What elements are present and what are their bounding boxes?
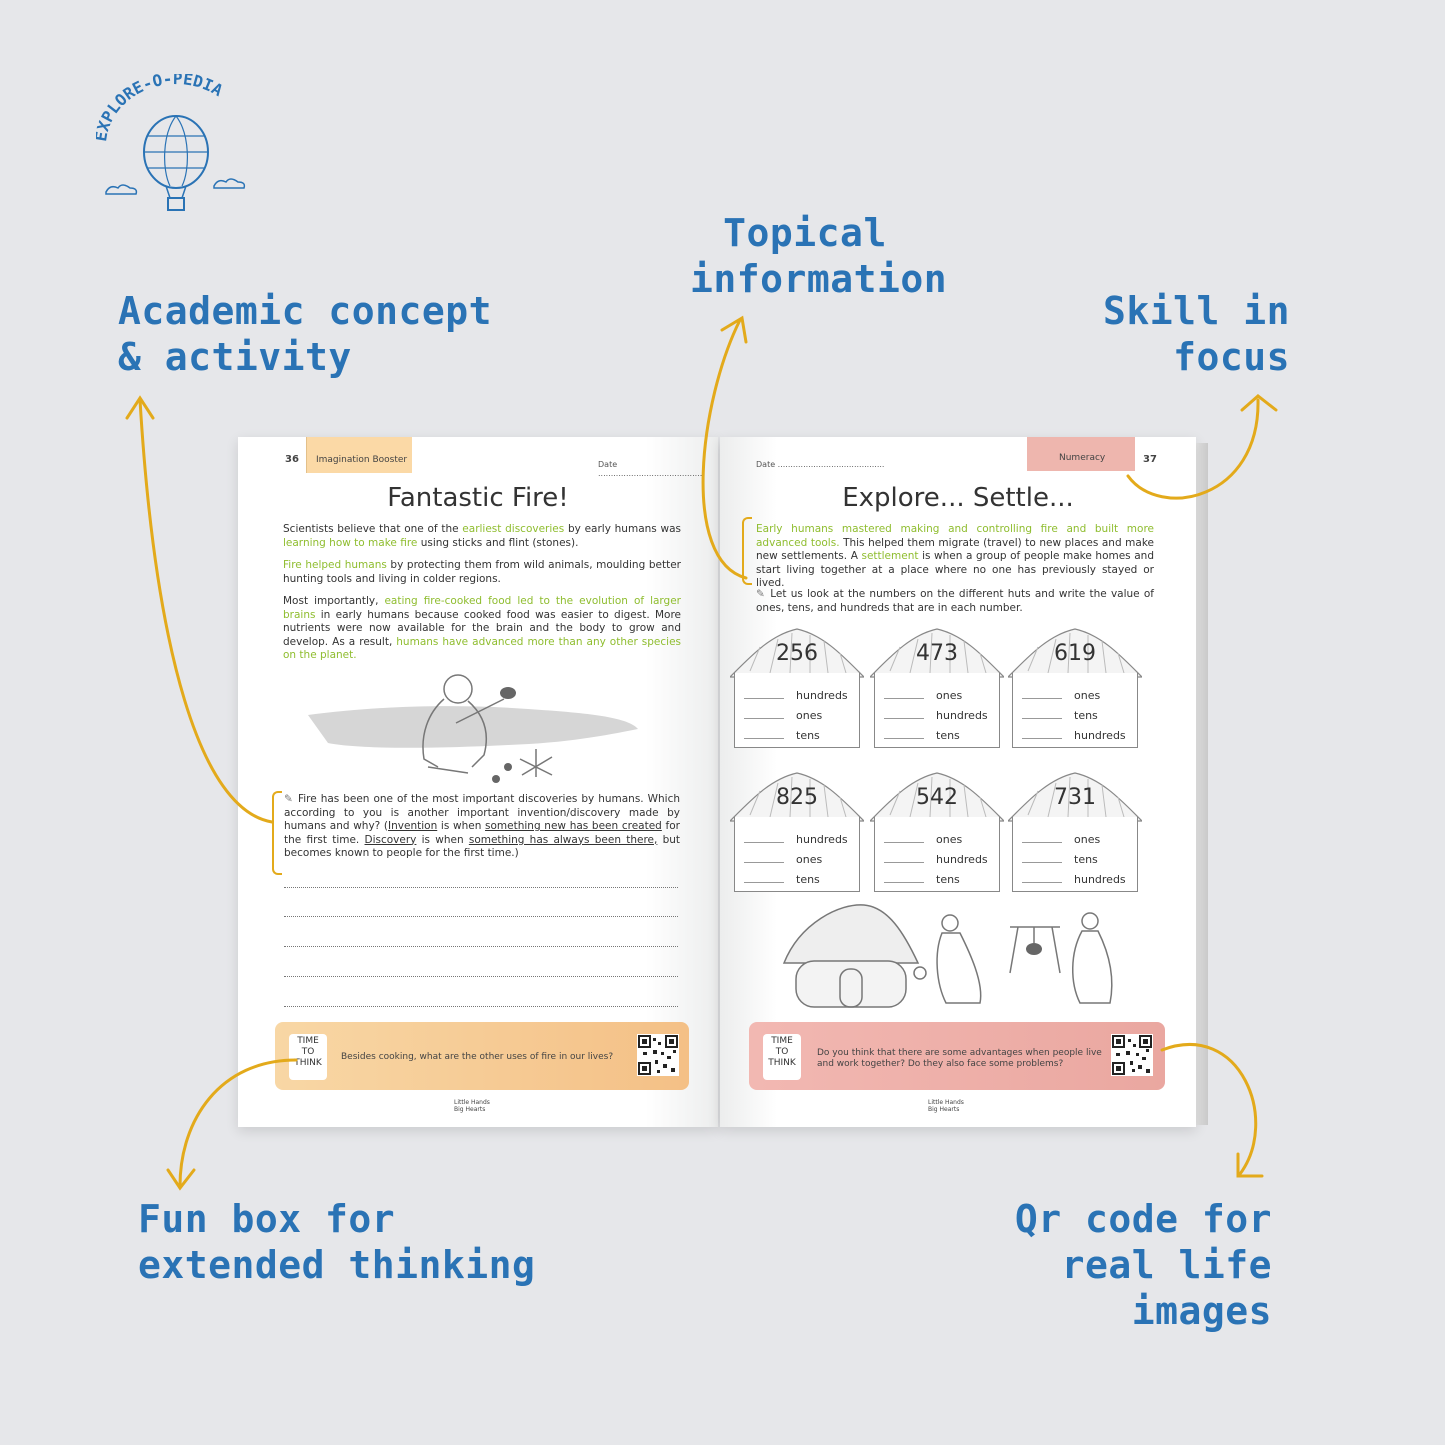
place-value-label: hundreds (1074, 729, 1126, 742)
activity-text: ✎ Fire has been one of the most important discoveries by humans. Which according to you is another important invention/discovery made by humans and why? (Invention is when something new has been created for the first time. Discovery is when something has always been there, but becomes known to people for the first time.) (284, 793, 681, 859)
page-title-right: Explore... Settle... (842, 483, 1074, 513)
pencil-icon: ✎ (284, 793, 293, 805)
intro-paragraph: Early humans mastered making and controlling fire and built more advanced tools. This helped them migrate (travel) to new places and make new settlements. A settlement is when a group of people make homes and start living together at a place where no one has previously stayed or lived. (756, 523, 1154, 589)
callout-topical: Topical information (690, 211, 948, 301)
page-number-left: 36 (278, 437, 307, 473)
arrow-funbox (180, 1060, 296, 1186)
place-value-label: hundreds (936, 709, 988, 722)
place-value-label: ones (796, 853, 823, 866)
time-to-think-logo: TIME TO THINK (763, 1034, 801, 1080)
hut-number: 731 (1054, 785, 1096, 810)
callout-funbox: Fun box for extended thinking (138, 1197, 536, 1287)
place-value-label: tens (936, 729, 960, 742)
section-label-right: Numeracy (1059, 453, 1106, 463)
arrow-qr (1162, 1044, 1256, 1174)
place-value-label: hundreds (936, 853, 988, 866)
instruction-text: ✎ Let us look at the numbers on the different huts and write the value of ones, tens, and hundreds that are in each number. (756, 588, 1154, 614)
section-label-left: Imagination Booster (316, 455, 408, 465)
callout-skill: Skill in focus (1102, 289, 1290, 379)
paragraph-2: Fire helped humans by protecting them from wild animals, moulding better hunting tools and living in colder regions. (283, 559, 681, 585)
paragraph-1: Scientists believe that one of the earliest discoveries by early humans was learning how to make fire using sticks and flint (stones). (283, 523, 681, 549)
place-value-label: ones (936, 689, 963, 702)
hut-number: 256 (776, 641, 818, 666)
place-value-label: tens (796, 729, 820, 742)
page-title-left: Fantastic Fire! (387, 483, 569, 513)
pencil-icon: ✎ (756, 588, 765, 600)
place-value-label: hundreds (796, 833, 848, 846)
callout-qr: Qr code for real life images (1014, 1197, 1272, 1333)
place-value-label: tens (1074, 709, 1098, 722)
place-value-label: tens (796, 873, 820, 886)
svg-text:EXPLORE-O-PEDIA: PLORE-O-PEDIA (97, 74, 227, 126)
hut-number: 619 (1054, 641, 1096, 666)
page-number-right: 37 (1135, 437, 1165, 471)
paragraph-3: Most importantly, eating fire-cooked food led to the evolution of larger brains in early humans because cooked food was easier to digest. More nutrients were now available for the brain and the body to grow and develop. As a result, humans have advanced more than any other species on the planet. (283, 595, 681, 661)
arrow-skill (1128, 400, 1258, 498)
date-field-right[interactable]: Date .......................................... (756, 460, 885, 469)
place-value-label: tens (1074, 853, 1098, 866)
hut-number: 825 (776, 785, 818, 810)
place-value-label: hundreds (1074, 873, 1126, 886)
hut-number: 542 (916, 785, 958, 810)
brand-footer-right: Little Hands Big Hearts (928, 1099, 964, 1113)
place-value-label: ones (1074, 833, 1101, 846)
date-field-left[interactable]: Date .......................................... (598, 460, 705, 478)
time-to-think-logo: TIME TO THINK (289, 1034, 327, 1080)
place-value-label: ones (1074, 689, 1101, 702)
place-value-label: ones (796, 709, 823, 722)
hut-number: 473 (916, 641, 958, 666)
place-value-label: tens (936, 873, 960, 886)
brand-footer-left: Little Hands Big Hearts (454, 1099, 490, 1113)
time-to-think-question: Besides cooking, what are the other uses of fire in our lives? (341, 1052, 614, 1062)
time-to-think-question: Do you think that there are some advantages when people live and work together? Do they also face some problems? (817, 1048, 1102, 1069)
arrow-topical (703, 320, 746, 578)
callout-academic: Academic concept & activity (118, 289, 493, 379)
arrow-academic (140, 400, 272, 822)
place-value-label: hundreds (796, 689, 848, 702)
place-value-label: ones (936, 833, 963, 846)
